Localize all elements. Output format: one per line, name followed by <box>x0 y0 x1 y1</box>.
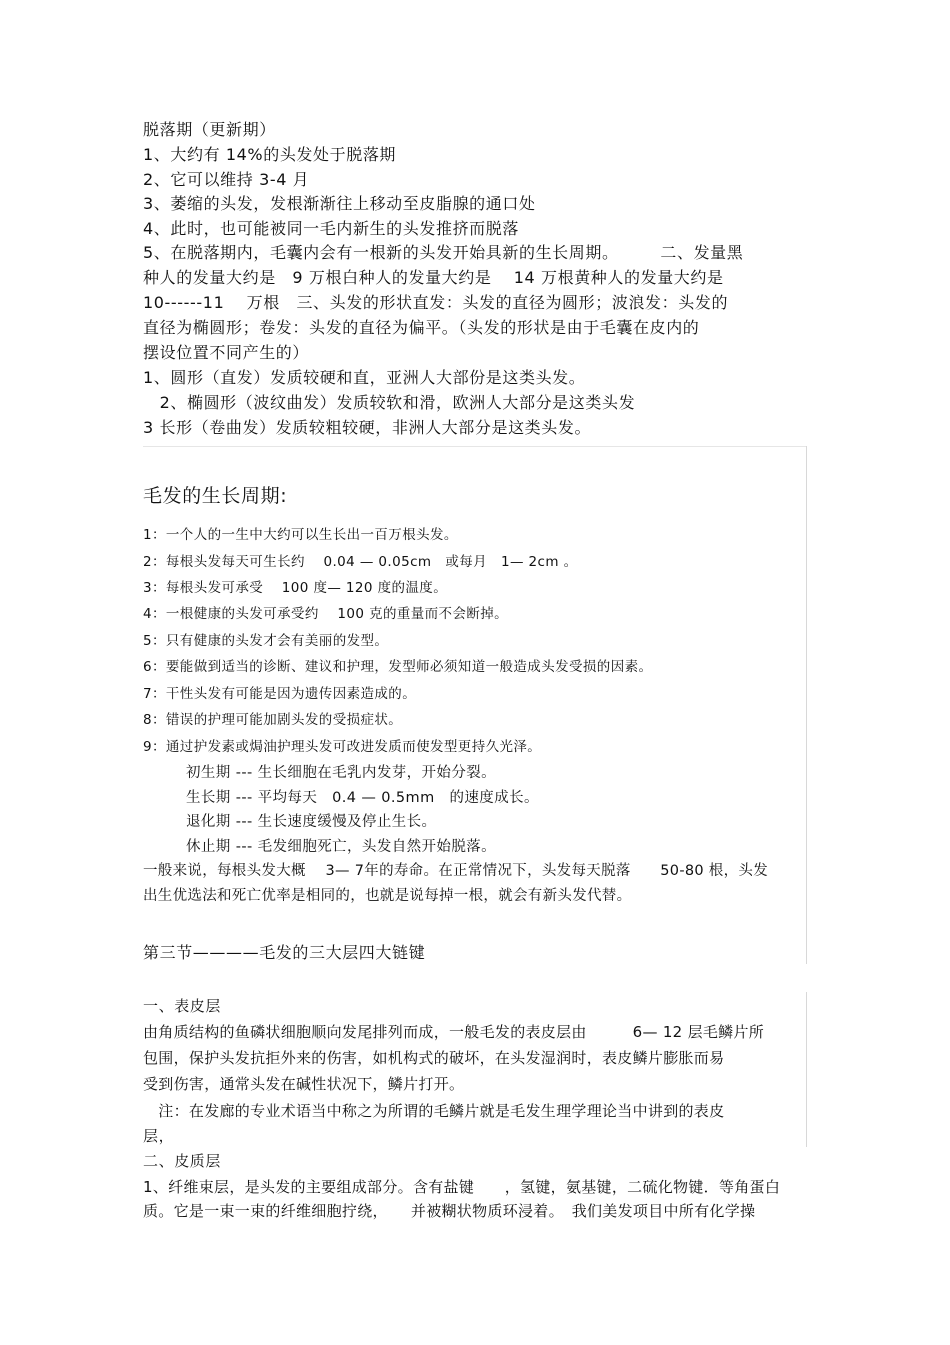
list-item: 9：通过护发素或焗油护理头发可改进发质而使发型更持久光泽。 <box>143 739 542 755</box>
frame-line <box>806 446 807 964</box>
text-line: 受到伤害，通常头发在碱性状况下，鳞片打开。 <box>143 1075 465 1093</box>
note-line: 注：在发廊的专业术语当中称之为所谓的毛鳞片就是毛发生理学理论当中讲到的表皮 <box>143 1102 725 1120</box>
phase-item: 生长期 --- 平均每天 0.4 — 0.5mm 的速度成长。 <box>186 790 539 806</box>
text-line: 10------11 万根 三、头发的形状直发：头发的直径为圆形；波浪发：头发的 <box>143 293 729 312</box>
text-line: 直径为椭圆形；卷发：头发的直径为偏平。（头发的形状是由于毛囊在皮内的 <box>143 318 700 337</box>
note-line: 层， <box>143 1127 175 1145</box>
text-line: 质。它是一束一束的纤维细胞拧绕， 并被糊状物质环浸着。 我们美发项目中所有化学操 <box>143 1202 756 1220</box>
text-line: 3、萎缩的头发，发根渐渐往上移动至皮脂腺的通口处 <box>143 194 536 213</box>
list-item: 8：错误的护理可能加剧头发的受损症状。 <box>143 712 403 728</box>
text-line: 种人的发量大约是 9 万根白种人的发量大约是 14 万根黄种人的发量大约是 <box>143 268 724 287</box>
growth-cycle-title: 毛发的生长周期: <box>143 485 288 507</box>
frame-line <box>806 992 807 1147</box>
summary-line: 出生优选法和死亡优率是相同的，也就是说每掉一根，就会有新头发代替。 <box>143 888 632 904</box>
text-line: 1、纤维束层，是头发的主要组成部分。含有盐键 ，氢键，氨基键，二硫化物键．等角蛋白 <box>143 1178 781 1196</box>
text-line: 4、此时，也可能被同一毛内新生的头发推挤而脱落 <box>143 219 519 238</box>
text-line: 包围，保护头发抗拒外来的伤害，如机构式的破坏，在头发湿润时，表皮鳞片膨胀而易 <box>143 1049 725 1067</box>
text-line: 2、它可以维持 3-4 月 <box>143 170 310 189</box>
text-line: 2、椭圆形（波纹曲发）发质较软和滑，欧洲人大部分是这类头发 <box>143 393 636 412</box>
list-item: 3：每根头发可承受 100 度— 120 度的温度。 <box>143 580 448 596</box>
text-line: 摆设位置不同产生的） <box>143 343 310 362</box>
list-item: 4：一根健康的头发可承受约 100 克的重量而不会断掉。 <box>143 606 509 622</box>
text-line: 1、圆形（直发）发质较硬和直，亚洲人大部份是这类头发。 <box>143 368 586 387</box>
subsection-heading: 二、皮质层 <box>143 1152 222 1170</box>
text-line: 1、大约有 14%的头发处于脱落期 <box>143 145 397 164</box>
list-item: 7：干性头发有可能是因为遗传因素造成的。 <box>143 686 417 702</box>
subsection-heading: 一、表皮层 <box>143 997 222 1015</box>
phase-item: 退化期 --- 生长速度缓慢及停止生长。 <box>186 814 437 830</box>
text-line: 5、在脱落期内，毛囊内会有一根新的头发开始具新的生长周期。 二、发量黑 <box>143 243 744 262</box>
text-line: 由角质结构的鱼磷状细胞顺向发尾排列而成，一般毛发的表皮层由 6— 12 层毛鳞片所 <box>143 1023 765 1041</box>
phase-item: 初生期 --- 生长细胞在毛乳内发芽，开始分裂。 <box>186 765 497 781</box>
list-item: 6：要能做到适当的诊断、建议和护理，发型师必须知道一般造成头发受损的因素。 <box>143 659 653 675</box>
divider <box>143 446 807 447</box>
section-title: 第三节————毛发的三大层四大链键 <box>143 943 426 962</box>
text-line: 3 长形（卷曲发）发质较粗较硬，非洲人大部分是这类头发。 <box>143 418 592 437</box>
list-item: 1：一个人的一生中大约可以生长出一百万根头发。 <box>143 527 458 543</box>
list-item: 2：每根头发每天可生长约 0.04 — 0.05cm 或每月 1— 2cm 。 <box>143 554 578 570</box>
shedding-phase-heading: 脱落期（更新期） <box>143 120 276 139</box>
summary-line: 一般来说，每根头发大概 3— 7年的寿命。在正常情况下，头发每天脱落 50-80 根，头发 <box>143 863 769 879</box>
list-item: 5：只有健康的头发才会有美丽的发型。 <box>143 633 389 649</box>
phase-item: 休止期 --- 毛发细胞死亡，头发自然开始脱落。 <box>186 839 497 855</box>
